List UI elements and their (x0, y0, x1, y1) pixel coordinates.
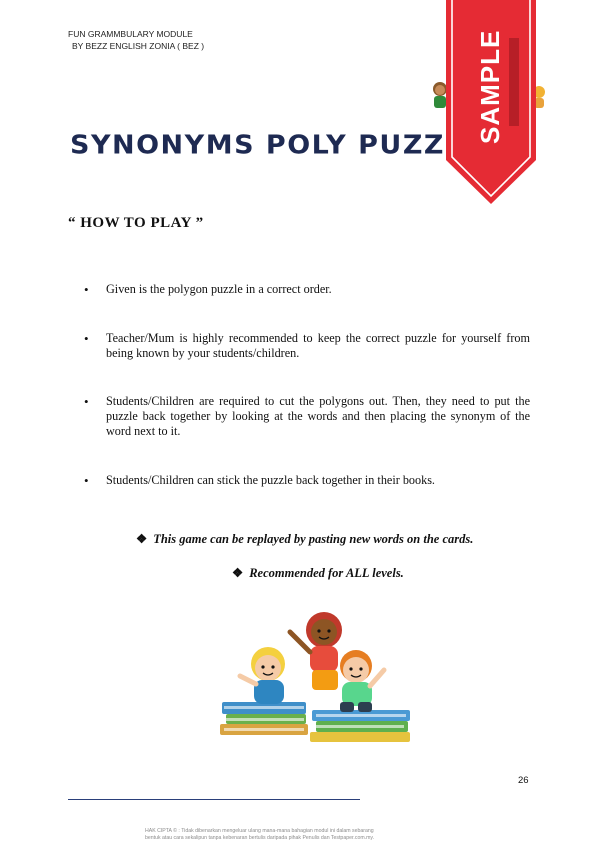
note-replay (136, 531, 473, 547)
boy-right-figure (340, 650, 384, 712)
kids-with-books-illustration (216, 606, 416, 746)
module-header (68, 28, 204, 52)
diamond-bullet-icon: ❖ (136, 532, 148, 546)
note-levels-text: Recommended for ALL levels. (249, 566, 404, 580)
copyright-line: bentuk atau cara sekalipun tanpa kebenaran bertulis daripada pihak Penulis dan Testpaper.com.my. (145, 835, 375, 841)
instruction-item: • Students/Children can stick the puzzle back together in their books. (80, 473, 530, 488)
header-module-name: FUN GRAMMBULARY MODULE (68, 29, 193, 39)
book-stack-left (220, 702, 308, 735)
book-stack-right (310, 710, 410, 742)
copyright-footer (145, 828, 465, 842)
footer-divider (68, 799, 360, 800)
page-number: 26 (518, 775, 529, 786)
diamond-bullet-icon: ❖ (232, 566, 244, 580)
instruction-item: • Teacher/Mum is highly recommended to keep the correct puzzle for yourself from being known by your students/children. (80, 331, 530, 361)
how-to-play-heading: “ HOW TO PLAY ” (68, 215, 204, 231)
note-replay-text: This game can be replayed by pasting new words on the cards. (153, 532, 474, 546)
sample-label: SAMPLE (475, 29, 505, 144)
boy-left-figure (240, 647, 285, 704)
instruction-item: • Given is the polygon puzzle in a correct order. (80, 282, 530, 297)
instruction-item: • Students/Children are required to cut the polygons out. Then, they need to put the puzzle back together by looking at the words and then placing the synonym of the word next to it. (80, 394, 530, 439)
page-title: SYNONYMS POLY PUZZ (70, 130, 445, 161)
girl-figure (290, 612, 342, 690)
note-levels (232, 565, 404, 581)
instructions-list (80, 282, 530, 488)
header-author: BY BEZZ ENGLISH ZONIA ( BEZ ) (72, 41, 205, 51)
copyright-line: HAK CIPTA © : Tidak dibenarkan mengeluar ulang mana-mana bahagian modul ini dalam sebarang (145, 828, 374, 834)
